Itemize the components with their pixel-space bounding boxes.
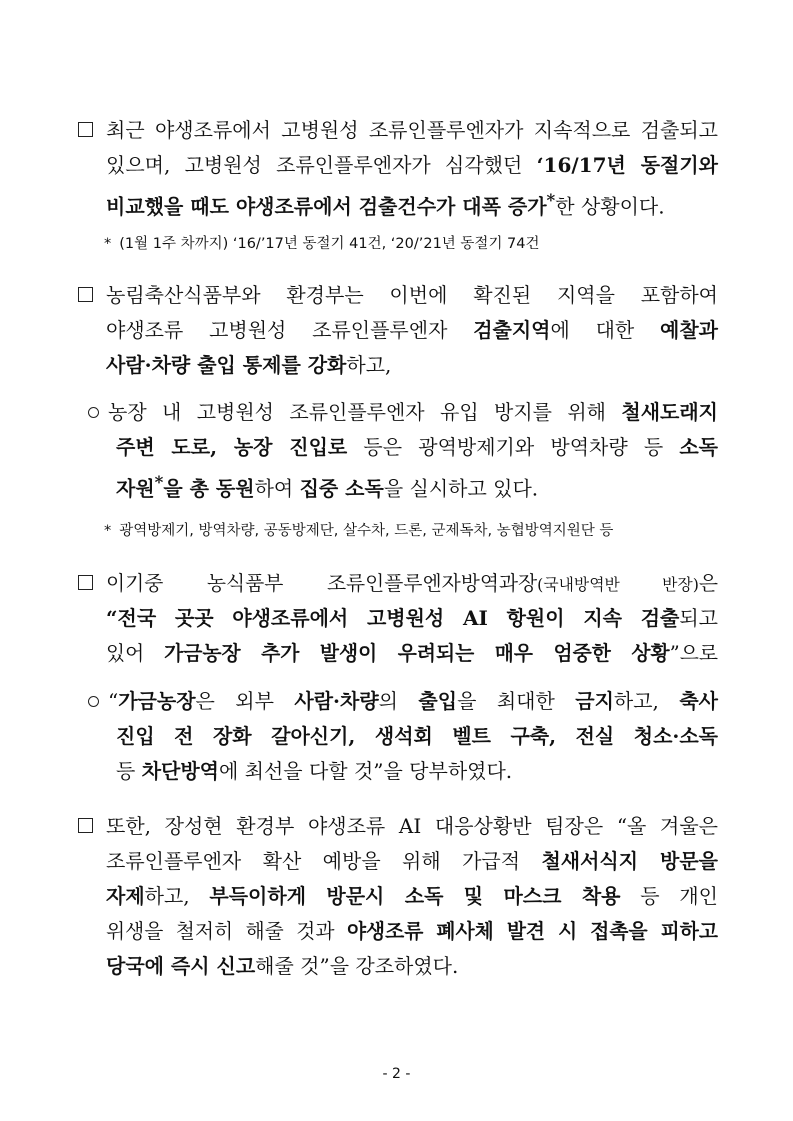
p1-line-2: 있으며, 고병원성 조류인플루엔자가 심각했던 ‘16/17년 동절기와	[106, 153, 718, 177]
p2-line-2: 야생조류 고병원성 조류인플루엔자 검출지역에 대한 예찰과	[106, 318, 718, 342]
s1-line-2: 주변 도로, 농장 진입로 등은 광역방제기와 방역차량 등 소독	[116, 435, 718, 459]
paragraph-3	[78, 566, 718, 671]
sub-bullet-1	[78, 395, 718, 500]
p3-line-3: 있어 가금농장 추가 발생이 우려되는 매우 엄중한 상황”으로	[106, 641, 718, 665]
p1-line-1: 최근 야생조류에서 고병원성 조류인플루엔자가 지속적으로 검출되고	[106, 118, 718, 142]
footnote-2: * 광역방제기, 방역차량, 공동방제단, 살수차, 드론, 군제독차, 농협방역지원단 등	[104, 523, 614, 539]
sub-bullet-2	[78, 684, 718, 789]
p3-line-1: 이기중 농식품부 조류인플루엔자방역과장(국내방역반 반장)은	[106, 572, 718, 595]
p1-line-3: 비교했을 때도 야생조류에서 검출건수가 대폭 증가*한 상황이다.	[106, 190, 665, 219]
p4-line-4: 위생을 철저히 해줄 것과 야생조류 폐사체 발견 시 접촉을 피하고	[106, 919, 718, 943]
s2-line-2: 진입 전 장화 갈아신기, 생석회 벨트 구축, 전실 청소·소독	[116, 724, 718, 748]
p4-line-2: 조류인플루엔자 확산 예방을 위해 가급적 철새서식지 방문을	[106, 849, 718, 873]
p3-line-2: “전국 곳곳 야생조류에서 고병원성 AI 항원이 지속 검출되고	[106, 606, 718, 630]
paragraph-4	[78, 809, 718, 984]
p4-line-3: 자제하고, 부득이하게 방문시 소독 및 마스크 착용 등 개인	[106, 884, 718, 908]
p2-line-3: 사람·차량 출입 통제를 강화하고,	[106, 353, 392, 377]
p4-line-5: 당국에 즉시 신고해줄 것”을 강조하였다.	[106, 954, 459, 978]
page-number: - 2 -	[382, 1066, 411, 1082]
s1-line-3: 자원*을 총 동원하여 집중 소독을 실시하고 있다.	[116, 472, 539, 501]
s2-line-3: 등 차단방역에 최선을 다할 것”을 당부하였다.	[116, 759, 513, 783]
p2-line-1: 농림축산식품부와 환경부는 이번에 확진된 지역을 포함하여	[106, 283, 718, 307]
p4-line-1: 또한, 장성현 환경부 야생조류 AI 대응상황반 팀장은 “올 겨울은	[106, 814, 718, 838]
s2-line-1: “가금농장은 외부 사람·차량의 출입을 최대한 금지하고, 축사	[108, 689, 718, 713]
paragraph-1	[78, 113, 718, 218]
s1-line-1: 농장 내 고병원성 조류인플루엔자 유입 방지를 위해 철새도래지	[108, 400, 718, 424]
footnote-1: * (1월 1주 차까지) ‘16/’17년 동절기 41건, ‘20/’21년 동절기 74건	[104, 236, 540, 252]
paragraph-2	[78, 278, 718, 383]
